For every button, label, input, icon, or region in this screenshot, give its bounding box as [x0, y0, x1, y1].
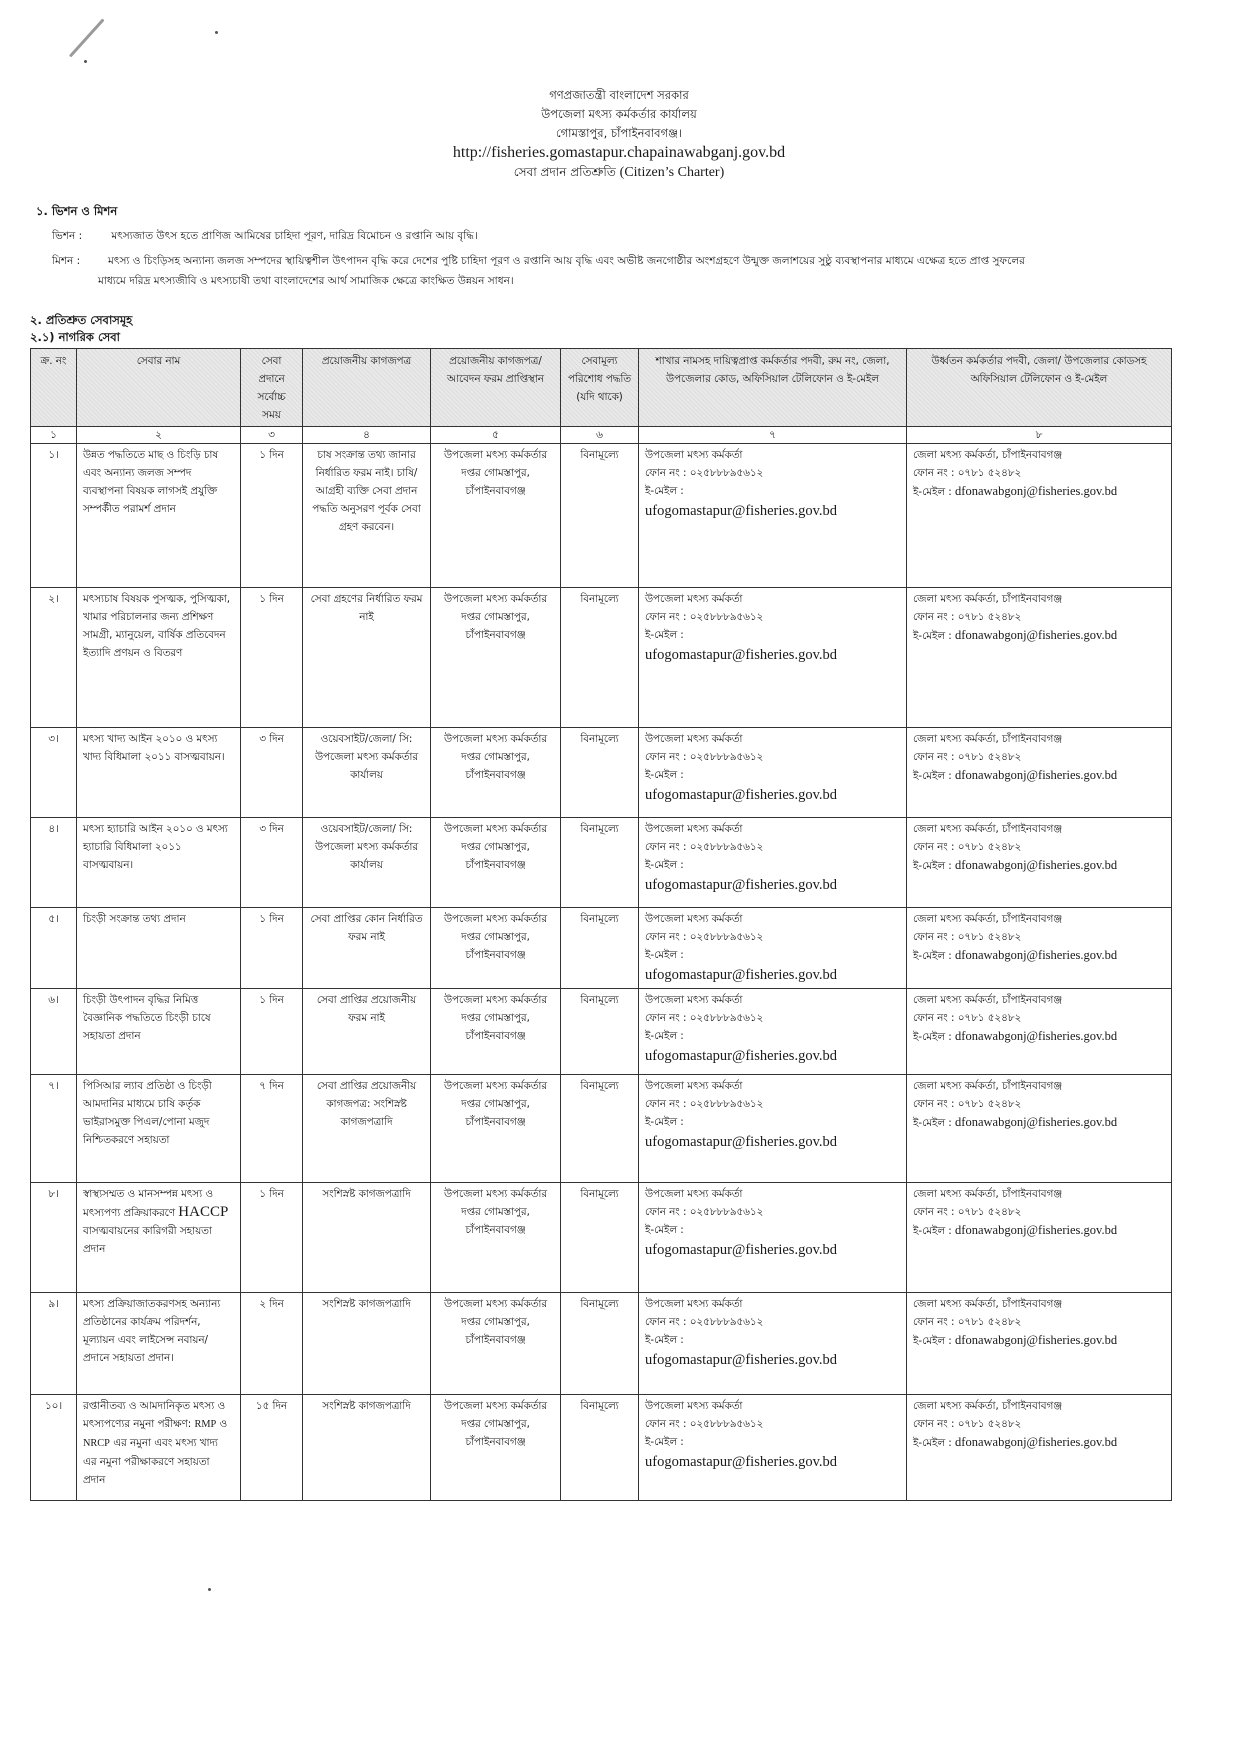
header-service-name: সেবার নাম	[77, 349, 241, 427]
senior-officer	[907, 1293, 1172, 1395]
senior-email-line	[913, 856, 1165, 875]
serial-no: ১।	[31, 444, 77, 588]
table-row	[31, 1395, 1172, 1501]
max-time: ১ দিন	[241, 1183, 303, 1293]
table-row	[31, 588, 1172, 728]
senior-officer	[907, 1183, 1172, 1293]
header-form-location: প্রয়োজনীয় কাগজপত্র/ আবেদন ফরম প্রাপ্তিস্থান	[431, 349, 561, 427]
section-citizen-services-title: ২.১) নাগরিক সেবা	[30, 330, 120, 344]
office-location: গোমস্তাপুর, চাঁপাইনবাবগঞ্জ।	[555, 126, 683, 140]
officer-title: উপজেলা মৎস্য কর্মকর্তা	[645, 1298, 743, 1310]
form-location: উপজেলা মৎস্য কর্মকর্তার দপ্তর গোমস্তাপুর, চাঁপাইনবাবগঞ্জ	[431, 1395, 561, 1501]
responsible-officer	[639, 1293, 907, 1395]
senior-email-line	[913, 1027, 1165, 1046]
required-documents: ওয়েবসাইট/জেলা/ সি: উপজেলা মৎস্য কর্মকর্তার কার্যালয়	[303, 728, 431, 818]
senior-email-line	[913, 626, 1165, 645]
senior-officer	[907, 444, 1172, 588]
fee-method: বিনামূল্যে	[561, 1293, 639, 1395]
senior-email: dfonawabgonj@fisheries.gov.bd	[955, 948, 1118, 962]
officer-email-label: ই-মেইল :	[645, 1030, 684, 1042]
officer-email: ufogomastapur@fisheries.gov.bd	[645, 503, 838, 519]
header-senior-officer: উর্ধ্বতন কর্মকর্তার পদবী, জেলা/ উপজেলার কোডসহ অফিসিয়াল টেলিফোন ও ই-মেইল	[907, 349, 1172, 427]
senior-title: জেলা মৎস্য কর্মকর্তা, চাঁপাইনবাবগঞ্জ	[913, 994, 1063, 1006]
senior-officer	[907, 728, 1172, 818]
senior-officer	[907, 908, 1172, 989]
service-name	[77, 908, 241, 989]
vision-statement	[52, 226, 478, 246]
senior-email-label: ই-মেইল :	[913, 1437, 952, 1449]
fee-method: বিনামূল্যে	[561, 1183, 639, 1293]
mission-text-line1: মৎস্য ও চিংড়িসহ অন্যান্য জলজ সম্পদের স্থায়িত্বশীল উৎপাদন বৃদ্ধি করে দেশের পুষ্টি চাহিদা পূরণ ও রপ্তানি আয় বৃদ্ধি এবং অভীষ্ট জনগোষ্ঠীর অংশগ্রহণে উন্মুক্ত জলাশয়ের সুষ্ঠু ব্যবস্থাপনার মাধ্যমে এক্ষেত্র হতে প্রাপ্ত সুফলের	[108, 255, 1025, 267]
officer-title: উপজেলা মৎস্য কর্মকর্তা	[645, 994, 743, 1006]
officer-title: উপজেলা মৎস্য কর্মকর্তা	[645, 733, 743, 745]
office-name: উপজেলা মৎস্য কর্মকর্তার কার্যালয়	[541, 107, 697, 121]
officer-title: উপজেলা মৎস্য কর্মকর্তা	[645, 449, 743, 461]
senior-phone: ফোন নং : ০৭৮১ ৫২৪৮২	[913, 1012, 1022, 1024]
table-row	[31, 444, 1172, 588]
header-fee-method: সেবামূল্য পরিশোধ পদ্ধতি (যদি থাকে)	[561, 349, 639, 427]
service-code: RMP	[194, 1419, 217, 1430]
service-code: HACCP	[178, 1204, 229, 1220]
service-text: স্বাস্থ্যসম্মত ও মানসম্পন্ন মৎস্য ও মৎস্যপণ্য প্রক্রিয়াকরণে	[83, 1188, 213, 1219]
fee-method: বিনামূল্যে	[561, 989, 639, 1075]
max-time: ১ দিন	[241, 989, 303, 1075]
senior-email-line	[913, 1331, 1165, 1350]
service-text: ও	[219, 1418, 228, 1430]
officer-title: উপজেলা মৎস্য কর্মকর্তা	[645, 593, 743, 605]
senior-officer	[907, 1075, 1172, 1183]
officer-email-label: ই-মেইল :	[645, 1224, 684, 1236]
form-location: উপজেলা মৎস্য কর্মকর্তার দপ্তর গোমস্তাপুর, চাঁপাইনবাবগঞ্জ	[431, 1293, 561, 1395]
serial-no: ৬।	[31, 989, 77, 1075]
section-services-title: ২. প্রতিশ্রুত সেবাসমূহ	[30, 313, 133, 327]
required-documents: সংশিস্নষ্ট কাগজপত্রাদি	[303, 1293, 431, 1395]
senior-officer	[907, 818, 1172, 908]
senior-phone: ফোন নং : ০৭৮১ ৫২৪৮২	[913, 841, 1022, 853]
serial-no: ১০।	[31, 1395, 77, 1501]
service-text: এর নমুনা এবং মৎস্য খাদ্য এর নমুনা পরীক্ষাকরণে সহায়তা প্রদান	[83, 1437, 218, 1486]
charter-title-en: (Citizen’s Charter)	[619, 165, 725, 180]
senior-officer	[907, 989, 1172, 1075]
service-name	[77, 728, 241, 818]
fee-method: বিনামূল্যে	[561, 908, 639, 989]
officer-email-label: ই-মেইল :	[645, 769, 684, 781]
responsible-officer	[639, 444, 907, 588]
service-name	[77, 1293, 241, 1395]
speck	[208, 1588, 211, 1591]
service-code: NRCP	[83, 1438, 110, 1449]
serial-no: ৫।	[31, 908, 77, 989]
senior-phone: ফোন নং : ০৭৮১ ৫২৪৮২	[913, 467, 1022, 479]
serial-no: ৮।	[31, 1183, 77, 1293]
officer-phone: ফোন নং : ০২৫৮৮৮৯৫৬১২	[645, 1316, 764, 1328]
form-location: উপজেলা মৎস্য কর্মকর্তার দপ্তর গোমস্তাপুর, চাঁপাইনবাবগঞ্জ	[431, 728, 561, 818]
required-documents: সংশিস্নষ্ট কাগজপত্রাদি	[303, 1183, 431, 1293]
senior-email: dfonawabgonj@fisheries.gov.bd	[955, 1115, 1118, 1129]
serial-no: ৯।	[31, 1293, 77, 1395]
section-vision-mission-title: ১. ভিশন ও মিশন	[36, 204, 118, 218]
senior-phone: ফোন নং : ০৭৮১ ৫২৪৮২	[913, 1206, 1022, 1218]
vision-text: মৎস্যজাত উৎস হতে প্রাণিজ আমিষের চাহিদা পূরণ, দারিদ্র বিমোচন ও রপ্তানি আয় বৃদ্ধি।	[111, 230, 478, 242]
required-documents: সেবা প্রাপ্তির প্রয়োজনীয় ফরম নাই	[303, 989, 431, 1075]
form-location: উপজেলা মৎস্য কর্মকর্তার দপ্তর গোমস্তাপুর, চাঁপাইনবাবগঞ্জ	[431, 1075, 561, 1183]
table-row	[31, 728, 1172, 818]
senior-title: জেলা মৎস্য কর্মকর্তা, চাঁপাইনবাবগঞ্জ	[913, 733, 1063, 745]
speck	[84, 60, 87, 63]
senior-phone: ফোন নং : ০৭৮১ ৫২৪৮২	[913, 751, 1022, 763]
senior-email-label: ই-মেইল :	[913, 486, 952, 498]
officer-email-label: ই-মেইল :	[645, 1116, 684, 1128]
max-time: ৩ দিন	[241, 728, 303, 818]
required-documents: চাষ সংক্রান্ত তথ্য জানার নির্ধারিত ফরম নাই। চাষি/আগ্রহী ব্যক্তি সেবা প্রদান পদ্ধতি অনুসরণ পূর্বক সেবা গ্রহণ করবেন।	[303, 444, 431, 588]
service-text: চিংড়ী উৎপাদন বৃদ্ধির নিমিত্ত বৈজ্ঞানিক পদ্ধতিতে চিংড়ী চাষে সহায়তা প্রদান	[83, 994, 211, 1042]
officer-email: ufogomastapur@fisheries.gov.bd	[645, 1242, 838, 1258]
table-row	[31, 908, 1172, 989]
senior-email: dfonawabgonj@fisheries.gov.bd	[955, 1029, 1118, 1043]
service-name	[77, 588, 241, 728]
header-max-time: সেবা প্রদানে সর্বোচ্চ সময়	[241, 349, 303, 427]
senior-title: জেলা মৎস্য কর্মকর্তা, চাঁপাইনবাবগঞ্জ	[913, 1080, 1063, 1092]
senior-title: জেলা মৎস্য কর্মকর্তা, চাঁপাইনবাবগঞ্জ	[913, 1298, 1063, 1310]
senior-email: dfonawabgonj@fisheries.gov.bd	[955, 768, 1118, 782]
serial-no: ৪।	[31, 818, 77, 908]
header-responsible-officer: শাখার নামসহ দায়িত্বপ্রাপ্ত কর্মকর্তার পদবী, রুম নং, জেলা, উপজেলার কোড, অফিসিয়াল টেলিফোন ও ই-মেইল	[639, 349, 907, 427]
senior-email-label: ই-মেইল :	[913, 770, 952, 782]
senior-title: জেলা মৎস্য কর্মকর্তা, চাঁপাইনবাবগঞ্জ	[913, 593, 1063, 605]
senior-email: dfonawabgonj@fisheries.gov.bd	[955, 1223, 1118, 1237]
col-number: ৭	[639, 427, 907, 444]
service-name	[77, 1183, 241, 1293]
senior-email: dfonawabgonj@fisheries.gov.bd	[955, 1435, 1118, 1449]
senior-email-label: ই-মেইল :	[913, 1031, 952, 1043]
senior-title: জেলা মৎস্য কর্মকর্তা, চাঁপাইনবাবগঞ্জ	[913, 823, 1063, 835]
mission-text-line2: মাধ্যমে দরিদ্র মৎস্যজীবি ও মৎস্যচাষী তথা বাংলাদেশের আর্থ সামাজিক ক্ষেত্রে কাংক্ষিত উন্নয়ন সাধন।	[98, 275, 514, 287]
senior-phone: ফোন নং : ০৭৮১ ৫২৪৮২	[913, 1098, 1022, 1110]
required-documents: ওয়েবসাইট/জেলা/ সি: উপজেলা মৎস্য কর্মকর্তার কার্যালয়	[303, 818, 431, 908]
senior-phone: ফোন নং : ০৭৮১ ৫২৪৮২	[913, 931, 1022, 943]
senior-email-label: ই-মেইল :	[913, 1225, 952, 1237]
officer-phone: ফোন নং : ০২৫৮৮৮৯৫৬১২	[645, 1418, 764, 1430]
responsible-officer	[639, 588, 907, 728]
senior-title: জেলা মৎস্য কর্মকর্তা, চাঁপাইনবাবগঞ্জ	[913, 1188, 1063, 1200]
service-text: রপ্তানীতব্য ও আমদানিকৃত মৎস্য ও মৎস্যপণ্যের নমুনা পরীক্ষণ:	[83, 1400, 226, 1430]
service-text: পিসিআর ল্যাব প্রতিষ্ঠা ও চিংড়ী আমদানির মাধ্যমে চাষি কর্তৃক ভাইরাসমুক্ত পিএল/পোনা মজুদ নিশ্চিতকরণে সহায়তা	[83, 1080, 212, 1146]
required-documents: সংশিস্নষ্ট কাগজপত্রাদি	[303, 1395, 431, 1501]
senior-phone: ফোন নং : ০৭৮১ ৫২৪৮২	[913, 611, 1022, 623]
senior-email-label: ই-মেইল :	[913, 950, 952, 962]
vision-label: ভিশন :	[52, 230, 83, 242]
max-time: ১৫ দিন	[241, 1395, 303, 1501]
senior-email-line	[913, 766, 1165, 785]
senior-email-line	[913, 1433, 1165, 1452]
col-number: ৮	[907, 427, 1172, 444]
officer-phone: ফোন নং : ০২৫৮৮৮৯৫৬১২	[645, 841, 764, 853]
table-row	[31, 1293, 1172, 1395]
responsible-officer	[639, 818, 907, 908]
service-name	[77, 1075, 241, 1183]
senior-email: dfonawabgonj@fisheries.gov.bd	[955, 1333, 1118, 1347]
senior-email: dfonawabgonj@fisheries.gov.bd	[955, 484, 1118, 498]
citizen-services-table	[30, 348, 1172, 1501]
col-number: ৩	[241, 427, 303, 444]
senior-phone: ফোন নং : ০৭৮১ ৫২৪৮২	[913, 1418, 1022, 1430]
form-location: উপজেলা মৎস্য কর্মকর্তার দপ্তর গোমস্তাপুর, চাঁপাইনবাবগঞ্জ	[431, 1183, 561, 1293]
mission-label: মিশন :	[52, 255, 81, 267]
service-text: মৎস্যচাষ বিষয়ক পুসত্মক, পুসিত্মকা, খামার পরিচালনার জন্য প্রশিক্ষণ সামগ্রী, ম্যানুয়েল, বার্ষিক প্রতিবেদন ইত্যাদি প্রণয়ন ও বিতরণ	[83, 593, 230, 659]
officer-title: উপজেলা মৎস্য কর্মকর্তা	[645, 1080, 743, 1092]
officer-title: উপজেলা মৎস্য কর্মকর্তা	[645, 913, 743, 925]
form-location: উপজেলা মৎস্য কর্মকর্তার দপ্তর গোমস্তাপুর, চাঁপাইনবাবগঞ্জ	[431, 588, 561, 728]
responsible-officer	[639, 989, 907, 1075]
officer-email: ufogomastapur@fisheries.gov.bd	[645, 1454, 838, 1470]
officer-phone: ফোন নং : ০২৫৮৮৮৯৫৬১২	[645, 467, 764, 479]
senior-email-line	[913, 482, 1165, 501]
charter-title-bn: সেবা প্রদান প্রতিশ্রুতি	[513, 165, 616, 179]
required-documents: সেবা প্রাপ্তির কোন নির্ধারিত ফরম নাই	[303, 908, 431, 989]
serial-no: ৭।	[31, 1075, 77, 1183]
senior-email: dfonawabgonj@fisheries.gov.bd	[955, 628, 1118, 642]
senior-email-label: ই-মেইল :	[913, 1335, 952, 1347]
service-text: মৎস্য প্রক্রিয়াজাতকরণসহ অন্যান্য প্রতিষ্ঠানের কার্যক্রম পরিদর্শন, মূল্যায়ন এবং লাইসেন্স নবায়ন/ প্রদানে সহায়তা প্রদান।	[83, 1298, 221, 1364]
form-location: উপজেলা মৎস্য কর্মকর্তার দপ্তর গোমস্তাপুর, চাঁপাইনবাবগঞ্জ	[431, 908, 561, 989]
officer-email: ufogomastapur@fisheries.gov.bd	[645, 1048, 838, 1064]
column-number-row	[31, 427, 1172, 444]
col-number: ৬	[561, 427, 639, 444]
officer-email-label: ই-মেইল :	[645, 859, 684, 871]
table-header-row	[31, 349, 1172, 427]
senior-officer	[907, 1395, 1172, 1501]
service-name	[77, 818, 241, 908]
service-text: মৎস্য খাদ্য আইন ২০১০ ও মৎস্য খাদ্য বিধিমালা ২০১১ বাসত্মবায়ন।	[83, 733, 225, 763]
max-time: ৩ দিন	[241, 818, 303, 908]
officer-email-label: ই-মেইল :	[645, 1436, 684, 1448]
form-location: উপজেলা মৎস্য কর্মকর্তার দপ্তর গোমস্তাপুর, চাঁপাইনবাবগঞ্জ	[431, 989, 561, 1075]
senior-email-line	[913, 1113, 1165, 1132]
col-number: ২	[77, 427, 241, 444]
max-time: ১ দিন	[241, 908, 303, 989]
senior-phone: ফোন নং : ০৭৮১ ৫২৪৮২	[913, 1316, 1022, 1328]
col-number: ৫	[431, 427, 561, 444]
officer-email: ufogomastapur@fisheries.gov.bd	[645, 787, 838, 803]
form-location: উপজেলা মৎস্য কর্মকর্তার দপ্তর গোমস্তাপুর, চাঁপাইনবাবগঞ্জ	[431, 818, 561, 908]
senior-email-label: ই-মেইল :	[913, 630, 952, 642]
service-name	[77, 1395, 241, 1501]
responsible-officer	[639, 1075, 907, 1183]
max-time: ৭ দিন	[241, 1075, 303, 1183]
fee-method: বিনামূল্যে	[561, 1075, 639, 1183]
officer-email-label: ই-মেইল :	[645, 629, 684, 641]
speck	[215, 31, 218, 34]
table-row	[31, 1183, 1172, 1293]
responsible-officer	[639, 1395, 907, 1501]
senior-email: dfonawabgonj@fisheries.gov.bd	[955, 858, 1118, 872]
senior-email-label: ই-মেইল :	[913, 1117, 952, 1129]
document-header	[0, 86, 1238, 182]
col-number: ৪	[303, 427, 431, 444]
govt-name: গণপ্রজাতন্ত্রী বাংলাদেশ সরকার	[549, 88, 689, 102]
senior-officer	[907, 588, 1172, 728]
serial-no: ৩।	[31, 728, 77, 818]
officer-title: উপজেলা মৎস্য কর্মকর্তা	[645, 1400, 743, 1412]
service-text: বাসত্মবায়নের কারিগরী সহায়তা প্রদান	[83, 1225, 212, 1255]
col-number: ১	[31, 427, 77, 444]
fee-method: বিনামূল্যে	[561, 588, 639, 728]
responsible-officer	[639, 728, 907, 818]
max-time: ২ দিন	[241, 1293, 303, 1395]
senior-title: জেলা মৎস্য কর্মকর্তা, চাঁপাইনবাবগঞ্জ	[913, 1400, 1063, 1412]
service-text: উন্নত পদ্ধতিতে মাছ ও চিংড়ি চাষ এবং অন্যান্য জলজ সম্পদ ব্যবস্থাপনা বিষয়ক লাগসই প্রযুক্তি সম্পর্কীত পরামর্শ প্রদান	[83, 449, 219, 515]
officer-email-label: ই-মেইল :	[645, 949, 684, 961]
serial-no: ২।	[31, 588, 77, 728]
officer-phone: ফোন নং : ০২৫৮৮৮৯৫৬১২	[645, 931, 764, 943]
senior-title: জেলা মৎস্য কর্মকর্তা, চাঁপাইনবাবগঞ্জ	[913, 449, 1063, 461]
officer-phone: ফোন নং : ০২৫৮৮৮৯৫৬১২	[645, 611, 764, 623]
senior-email-label: ই-মেইল :	[913, 860, 952, 872]
officer-phone: ফোন নং : ০২৫৮৮৮৯৫৬১২	[645, 1012, 764, 1024]
officer-phone: ফোন নং : ০২৫৮৮৮৯৫৬১২	[645, 751, 764, 763]
max-time: ১ দিন	[241, 588, 303, 728]
table-row	[31, 1075, 1172, 1183]
fee-method: বিনামূল্যে	[561, 1395, 639, 1501]
senior-title: জেলা মৎস্য কর্মকর্তা, চাঁপাইনবাবগঞ্জ	[913, 913, 1063, 925]
officer-email: ufogomastapur@fisheries.gov.bd	[645, 877, 838, 893]
service-text: চিংড়ী সংক্রান্ত তথ্য প্রদান	[83, 913, 186, 925]
officer-email: ufogomastapur@fisheries.gov.bd	[645, 1352, 838, 1368]
officer-email: ufogomastapur@fisheries.gov.bd	[645, 647, 838, 663]
fee-method: বিনামূল্যে	[561, 444, 639, 588]
charter-title	[0, 163, 1238, 182]
form-location: উপজেলা মৎস্য কর্মকর্তার দপ্তর গোমস্তাপুর, চাঁপাইনবাবগঞ্জ	[431, 444, 561, 588]
fee-method: বিনামূল্যে	[561, 818, 639, 908]
required-documents: সেবা গ্রহণের নির্ধারিত ফরম নাই	[303, 588, 431, 728]
service-name	[77, 444, 241, 588]
officer-title: উপজেলা মৎস্য কর্মকর্তা	[645, 823, 743, 835]
officer-email: ufogomastapur@fisheries.gov.bd	[645, 967, 838, 983]
senior-email-line	[913, 1221, 1165, 1240]
header-required-documents: প্রয়োজনীয় কাগজপত্র	[303, 349, 431, 427]
max-time: ১ দিন	[241, 444, 303, 588]
pen-mark	[69, 18, 105, 57]
mission-statement	[52, 251, 1192, 291]
table-row	[31, 989, 1172, 1075]
officer-title: উপজেলা মৎস্য কর্মকর্তা	[645, 1188, 743, 1200]
officer-email-label: ই-মেইল :	[645, 485, 684, 497]
senior-email-line	[913, 946, 1165, 965]
officer-email-label: ই-মেইল :	[645, 1334, 684, 1346]
table-row	[31, 818, 1172, 908]
service-name	[77, 989, 241, 1075]
fee-method: বিনামূল্যে	[561, 728, 639, 818]
responsible-officer	[639, 908, 907, 989]
service-text: মৎস্য হ্যাচারি আইন ২০১০ ও মৎস্য হ্যাচারি বিধিমালা ২০১১ বাসত্মবায়ন।	[83, 823, 228, 871]
header-serial: ক্র. নং	[31, 349, 77, 427]
required-documents: সেবা প্রাপ্তির প্রয়োজনীয় কাগজপত্র: সংশিস্নষ্ট কাগজপত্রাদি	[303, 1075, 431, 1183]
officer-phone: ফোন নং : ০২৫৮৮৮৯৫৬১২	[645, 1098, 764, 1110]
officer-phone: ফোন নং : ০২৫৮৮৮৯৫৬১২	[645, 1206, 764, 1218]
website-url: http://fisheries.gomastapur.chapainawabganj.gov.bd	[452, 144, 786, 161]
officer-email: ufogomastapur@fisheries.gov.bd	[645, 1134, 838, 1150]
responsible-officer	[639, 1183, 907, 1293]
